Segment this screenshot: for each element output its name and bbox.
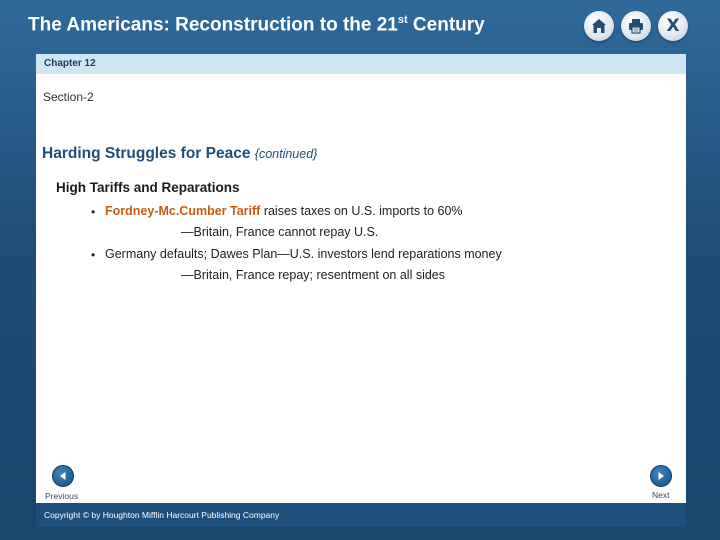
title-text: The Americans: Reconstruction to the 21 [28,14,398,36]
slide-content [36,74,686,503]
section-label: Section-2 [43,90,94,104]
next-button[interactable] [650,465,672,487]
arrow-left-icon [58,471,68,481]
title-text-end: Century [407,14,485,36]
bullet-2-line-1: Germany defaults; Dawes Plan—U.S. investors lend reparations money [105,247,502,261]
bullet-1-text: raises taxes on U.S. imports to 60% [260,204,463,218]
bullet-marker: • [91,205,96,219]
previous-button[interactable] [52,465,74,487]
bullet-marker: • [91,248,96,262]
previous-label[interactable]: Previous [45,491,79,501]
page-title [28,14,485,36]
home-button[interactable] [584,11,614,41]
close-button[interactable] [658,11,688,41]
print-button[interactable] [621,11,651,41]
next-label[interactable]: Next [652,490,670,500]
arrow-right-icon [656,471,666,481]
subheading: High Tariffs and Reparations [56,180,240,195]
title-superscript: st [397,14,408,26]
print-icon [627,17,645,35]
key-term: Fordney-Mc.Cumber Tariff [105,204,261,218]
home-icon [590,17,608,35]
close-icon: X [666,16,680,36]
heading-main: Harding Struggles for Peace [42,145,251,162]
copyright-footer: Copyright © by Houghton Mifflin Harcourt Publishing Company [36,503,686,527]
bullet-1-line-2: —Britain, France cannot repay U.S. [181,225,379,239]
chapter-bar: Chapter 12 [36,54,686,74]
bullet-2-line-2: —Britain, France repay; resentment on all sides [181,268,446,282]
section-heading [42,145,317,163]
heading-continued: {continued} [254,147,318,161]
top-toolbar [584,11,688,41]
bullet-1-line-1 [105,204,463,218]
